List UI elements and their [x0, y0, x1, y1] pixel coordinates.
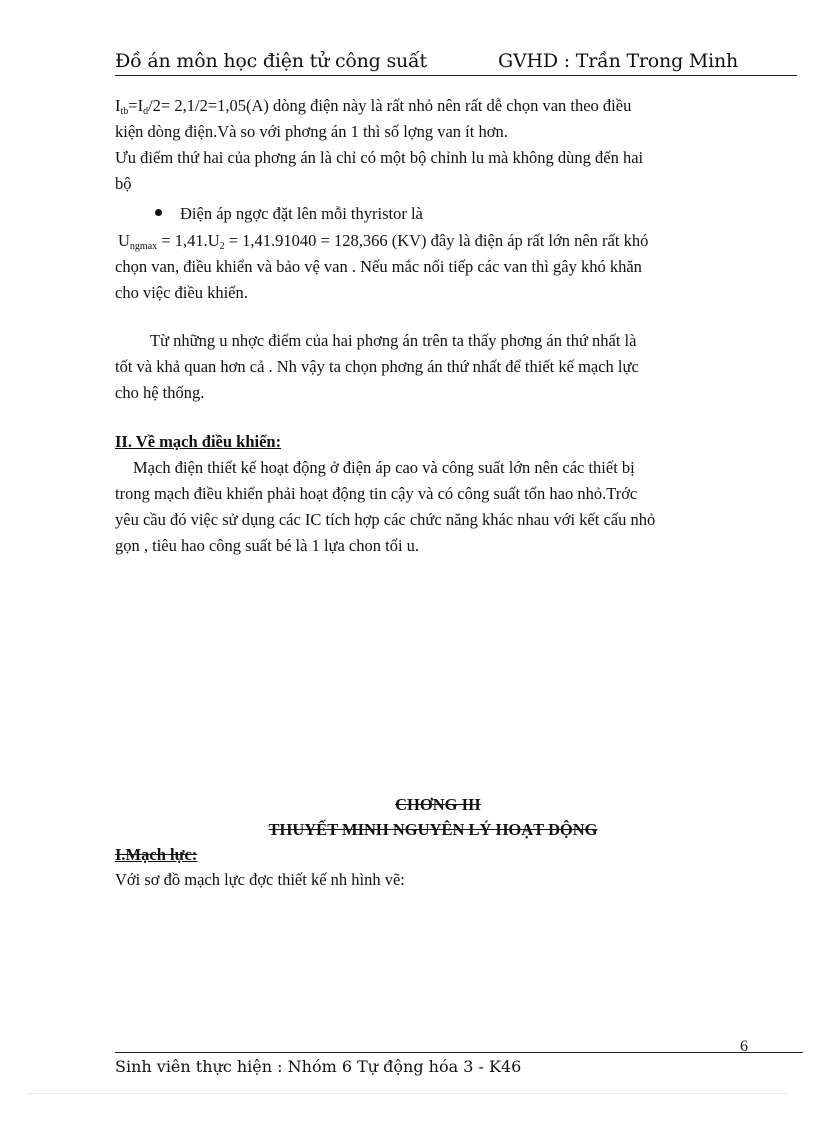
body-line: cho việc điều khiển. [115, 283, 248, 302]
chapter-subtitle: THUYẾT MINH NGUYÊN LÝ HOẠT ĐỘNG [268, 820, 598, 839]
chapter-title: CHƠNG III [395, 795, 481, 814]
body-line: Ưu điểm thứ hai của phơng án là chỉ có một bộ chỉnh lu mà không dùng đến hai [115, 148, 644, 167]
body-line: tốt và khả quan hơn cả . Nh vậy ta chọn phơng án thứ nhất để thiết kế mạch lực [115, 357, 639, 376]
body-line: Với sơ đồ mạch lực đợc thiết kế nh hình vẽ: [115, 870, 405, 889]
body-line-voltage: $U_{ngmax} = 1,41.U_2 = 1,41.91040 = 128,366$ (KV) đây là điện áp rất lớn nên rất khó [118, 231, 649, 252]
header-rule [115, 75, 797, 76]
body-line: bộ [115, 174, 132, 193]
section-heading: II. Về mạch điều khiển: [115, 432, 282, 451]
body-line: yêu cầu đó việc sử dụng các IC tích hợp các chức năng khác nhau với kết cấu nhỏ [115, 510, 656, 529]
body-line: kiện dòng điện.Và so với phơng án 1 thì số lợng van ít hơn. [115, 122, 508, 141]
page-edge-divider [28, 1093, 788, 1094]
body-line-current: $I_{tb}=I_d/2= 2,1/2=1,05(A)$ dòng điện này là rất nhỏ nên rất dễ chọn van theo điều [115, 96, 632, 117]
page-number: 6 [740, 1038, 748, 1055]
section-heading: I.Mạch lực: [115, 845, 198, 864]
header-title: Đồ án môn học điện tử công suất [115, 50, 427, 72]
body-line: gọn , tiêu hao công suất bé là 1 lựa chon tối u. [115, 536, 420, 555]
body-line: chọn van, điều khiển và bảo vệ van . Nếu mắc nối tiếp các van thì gây khó khăn [115, 257, 642, 276]
footer-rule [115, 1052, 803, 1053]
body-line: trong mạch điều khiển phải hoạt động tin cậy và có công suất tổn hao nhỏ.Trớc [115, 484, 638, 503]
bullet-item: Điện áp ngợc đặt lên mỗi thyristor là [180, 204, 423, 223]
body-line: Từ những u nhợc điểm của hai phơng án trên ta thấy phơng án thứ nhất là [150, 331, 637, 350]
body-line: cho hệ thống. [115, 383, 205, 402]
body-line: Mạch điện thiết kế hoạt động ở điện áp cao và công suất lớn nên các thiết bị [133, 458, 635, 477]
bullet-icon [155, 209, 162, 216]
footer-text: Sinh viên thực hiện : Nhóm 6 Tự động hóa 3 - K46 [115, 1057, 522, 1076]
header-supervisor: GVHD : Trần Trong Minh [498, 50, 739, 72]
